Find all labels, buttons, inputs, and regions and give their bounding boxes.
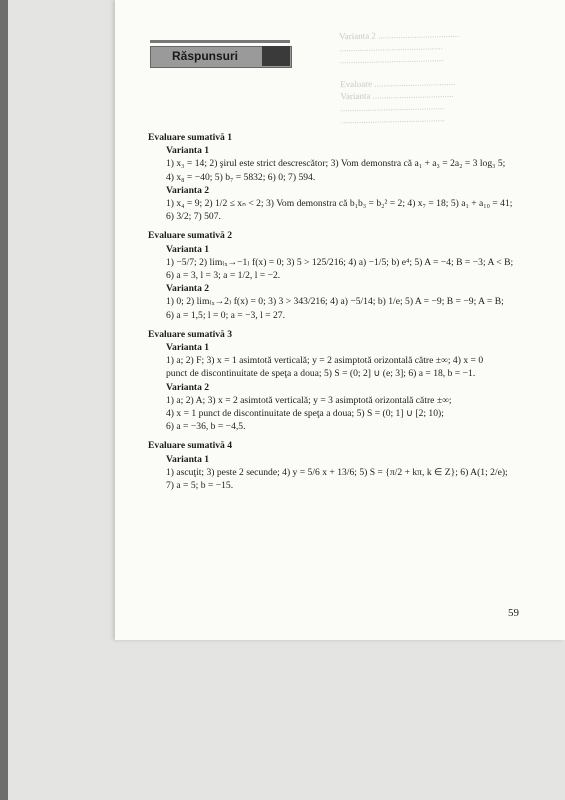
answer-line: 6) a = 1,5; l = 0; a = −3, l = 27. <box>166 309 285 321</box>
answer-line: 1) a; 2) A; 3) x = 2 asimtotă verticală; y = 3 asimptotă orizontală către ±∞; <box>166 394 452 406</box>
section-title: Evaluare sumativă 2 <box>148 230 233 242</box>
answer-line: 1) a; 2) F; 3) x = 1 asimtotă verticală; y = 2 asimptotă orizontală către ±∞; 4) x = 0 <box>166 355 484 367</box>
scan-left-edge <box>0 0 8 800</box>
answer-line: 6) a = 3, l = 3; a = 1/2, l = −2. <box>166 270 281 282</box>
header-stripe <box>150 40 290 43</box>
variant-label: Varianta 2 <box>166 184 210 196</box>
answers-content <box>148 125 538 492</box>
answer-line: 1) x₄ = 9; 2) 1/2 ≤ xₙ < 2; 3) Vom demonstra că b₁b₃ = b₂² = 2; 4) x₇ = 18; 5) a₁ + a₁₀ = 41; <box>166 198 513 210</box>
variant-label: Varianta 1 <box>166 342 210 354</box>
variant-label: Varianta 1 <box>166 453 210 465</box>
variant-label: Varianta 1 <box>166 243 210 255</box>
answer-line: 6) a = −36, b = −4,5. <box>166 421 246 433</box>
answer-line: 7) a = 5; b = −15. <box>166 480 234 492</box>
section-title: Evaluare sumativă 4 <box>148 440 233 452</box>
answer-line: 1) ascuţit; 3) peste 2 secunde; 4) y = 5/6 x + 13/6; 5) S = {π/2 + kπ, k ∈ Z}; 6) A(1; 2/e); <box>166 466 508 478</box>
answer-line: 1) 0; 2) lim₍ₓ→2₎ f(x) = 0; 3) 3 > 343/216; 4) a) −5/14; b) 1/e; 5) A = −9; B = −9; A = B; <box>166 296 504 308</box>
answer-line: 1) −5/7; 2) lim₍ₓ→−1₎ f(x) = 0; 3) 5 > 125/216; 4) a) −1/5; b) e⁴; 5) A = −4; B = −3; A < B; <box>166 256 514 268</box>
variant-label: Varianta 2 <box>166 381 210 393</box>
page-title: Răspunsuri <box>172 49 239 63</box>
variant-label: Varianta 1 <box>166 145 210 157</box>
variant-label: Varianta 2 <box>166 283 210 295</box>
answer-line: 4) x₈ = −40; 5) b₇ = 5832; 6) 0; 7) 594. <box>166 171 316 183</box>
answer-line: 1) x₃ = 14; 2) şirul este strict descrescător; 3) Vom demonstra că a₁ + a₃ = 2a₂ = 3 log₃ 5; <box>166 158 506 170</box>
answer-line: punct de discontinuitate de speţa a doua; 5) S = (0; 2] ∪ (e; 3]; 6) a = 18, b = −1. <box>166 368 476 380</box>
section-title: Evaluare sumativă 1 <box>148 132 233 143</box>
section-title: Evaluare sumativă 3 <box>148 328 233 340</box>
answer-line: 4) x = 1 punct de discontinuitate de speţa a doua; 5) S = (0; 1] ∪ [2; 10); <box>166 408 444 420</box>
page-number: 59 <box>508 607 519 619</box>
answer-line: 6) 3/2; 7) 507. <box>166 211 221 223</box>
header-dark-block <box>262 46 290 66</box>
bleed-through-text: Varianta 2 .................................... .............................................. .............................................. Evaluare .................................... Varianta .................................... .............................................. .............................................. <box>339 28 460 126</box>
